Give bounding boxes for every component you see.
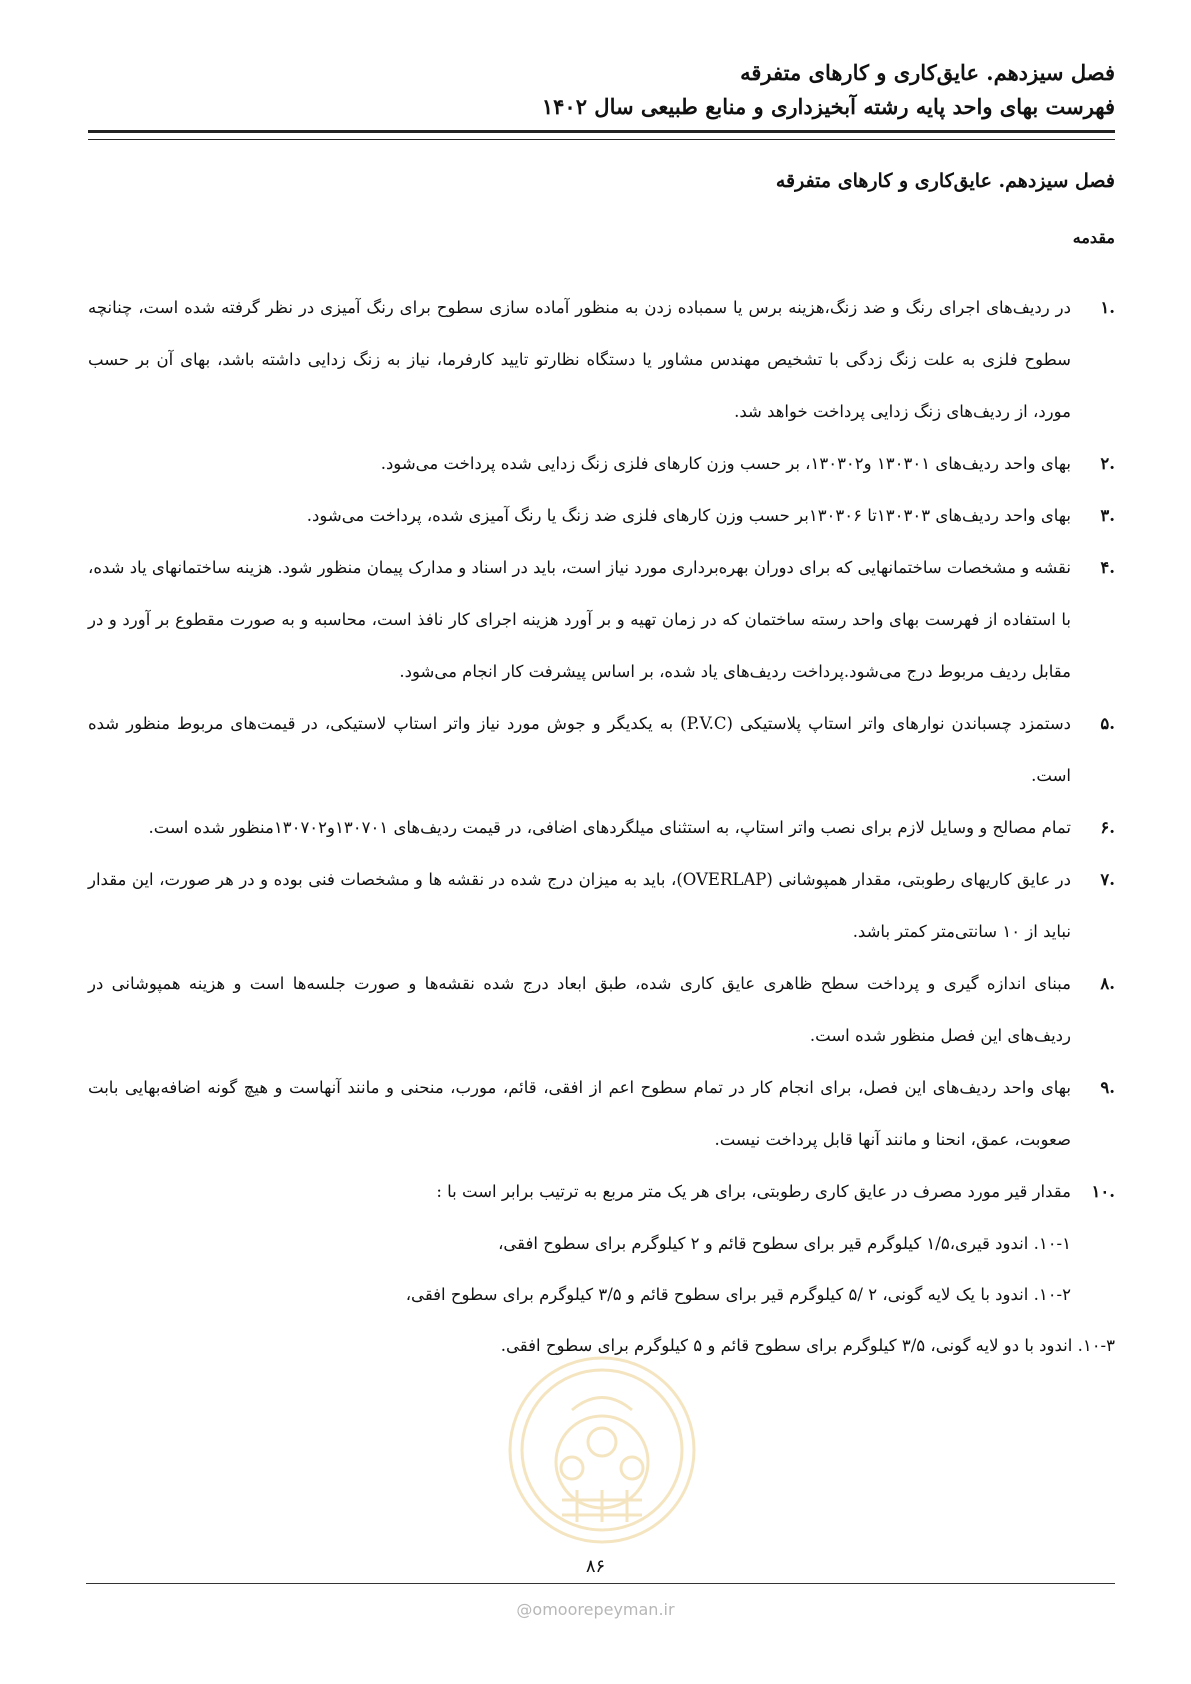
header-book-title: فهرست بهای واحد پایه رشته آبخیزداری و منابع طبیعی سال ۱۴۰۲ xyxy=(541,94,1115,119)
item-number: .۲ xyxy=(1100,454,1115,473)
item-number: .۵ xyxy=(1100,714,1115,733)
list-item xyxy=(88,282,1115,438)
sub-item: ۱۰-۲. اندود با یک لایه گونی، ۲ /۵ کیلوگرم قیر برای سطوح قائم و ۳/۵ کیلوگرم برای سطوح افقی، xyxy=(405,1285,1071,1304)
body-text xyxy=(88,282,1115,1371)
item-text: بهای واحد ردیف‌های ۱۳۰۳۰۱ و۱۳۰۳۰۲، بر حسب وزن کارهای فلزی زنگ زدایی شده پرداخت می‌شود. xyxy=(380,454,1071,473)
page-number: ۸۶ xyxy=(585,1556,606,1577)
section-title: فصل سیزدهم. عایق‌کاری و کارهای متفرقه xyxy=(775,170,1115,192)
stamp-watermark-logo xyxy=(502,1350,702,1550)
item-number: .۱ xyxy=(1100,298,1115,317)
list-item xyxy=(88,1062,1115,1166)
item-text: مقدار قیر مورد مصرف در عایق کاری رطوبتی، برای هر یک متر مربع به ترتیب برابر است با : xyxy=(436,1182,1071,1201)
header-chapter-title: فصل سیزدهم. عایق‌کاری و کارهای متفرقه xyxy=(740,60,1115,85)
list-item xyxy=(88,1166,1115,1218)
page-header xyxy=(88,56,1115,124)
item-number: .۴ xyxy=(1100,558,1115,577)
item-text: مبنای اندازه گیری و پرداخت سطح ظاهری عایق کاری شده، طبق ابعاد درج شده نقشه‌ها و صورت جلسه‌ها است و هزینه همپوشانی در ردیف‌های این فصل منظور شده است. xyxy=(88,974,1071,1045)
header-rule xyxy=(88,130,1115,140)
item-text: در عایق کاریهای رطوبتی، مقدار همپوشانی (OVERLAP)، باید به میزان درج شده در نقشه ها و مشخصات فنی بوده و در هر صورت، این مقدار نباید از ۱۰ سانتی‌متر کمتر باشد. xyxy=(88,870,1071,941)
item-number: .۸ xyxy=(1100,974,1115,993)
item-text: نقشه و مشخصات ساختمانهایی که برای دوران بهره‌برداری مورد نیاز است، باید در اسناد و مدارک پیمان منظور شود. هزینه ساختمانهای یاد شده، با استفاده از فهرست بهای واحد رسته ساختمان که در زمان تهیه و بر آورد هزینه اجرای کار نافذ است، محاسبه و به صورت مقطوع بر آورد و در مقابل ردیف مربوط درج می‌شود.پرداخت ردیف‌های یاد شده، بر اساس پیشرفت کار انجام می‌شود. xyxy=(88,558,1071,681)
item-number: .۶ xyxy=(1100,818,1115,837)
item-number: .۳ xyxy=(1100,506,1115,525)
item-text: بهای واحد ردیف‌های این فصل، برای انجام کار در تمام سطوح اعم از افقی، قائم، مورب، منحنی و مانند آنهاست و هیچ گونه اضافه‌بهایی بابت صعوبت، عمق، انحنا و مانند آنها قابل پرداخت نیست. xyxy=(88,1078,1071,1149)
footer-rule xyxy=(86,1583,1115,1584)
item-text: دستمزد چسباندن نوارهای واتر استاپ پلاستیکی (P.V.C) به یکدیگر و جوش مورد نیاز واتر استاپ لاستیکی، در قیمت‌های مربوط منظور شده است. xyxy=(88,714,1071,785)
intro-heading: مقدمه xyxy=(1072,228,1115,247)
list-item xyxy=(88,854,1115,958)
item-number: .۷ xyxy=(1100,870,1115,889)
item-text: بهای واحد ردیف‌های ۱۳۰۳۰۳تا ۱۳۰۳۰۶بر حسب وزن کارهای فلزی ضد زنگ یا رنگ آمیزی شده، پرداخت می‌شود. xyxy=(306,506,1071,525)
item-number: .۱۰ xyxy=(1091,1182,1115,1201)
item-text: تمام مصالح و وسایل لازم برای نصب واتر استاپ، به استثنای میلگردهای اضافی، در قیمت ردیف‌های ۱۳۰۷۰۱و۱۳۰۷۰۲منظور شده است. xyxy=(148,818,1071,837)
list-item xyxy=(88,490,1115,542)
sub-item: ۱۰-۱. اندود قیری،۱/۵ کیلوگرم قیر برای سطوح قائم و ۲ کیلوگرم برای سطوح افقی، xyxy=(498,1234,1071,1253)
list-item xyxy=(88,542,1115,698)
item-number: .۹ xyxy=(1100,1078,1115,1097)
list-item xyxy=(88,802,1115,854)
item-text: در ردیف‌های اجرای رنگ و ضد زنگ،هزینه برس یا سمباده زدن به منظور آماده سازی سطوح برای رنگ آمیزی در نظر گرفته شده است، چنانچه سطوح فلزی به علت زنگ زدگی با تشخیص مهندس مشاور یا دستگاه نظارتو تایید کارفرما، نیاز به زنگ زدایی داشته باشد، بهای آن بر حسب مورد، از ردیف‌های زنگ زدایی پرداخت خواهد شد. xyxy=(88,298,1071,421)
list-item xyxy=(88,958,1115,1062)
watermark-url: @omoorepeyman.ir xyxy=(516,1600,675,1619)
list-item xyxy=(88,698,1115,802)
sub-item: ۱۰-۳. اندود با دو لایه گونی، ۳/۵ کیلوگرم برای سطوح قائم و ۵ کیلوگرم برای سطوح افقی. xyxy=(500,1336,1115,1355)
list-item xyxy=(88,438,1115,490)
